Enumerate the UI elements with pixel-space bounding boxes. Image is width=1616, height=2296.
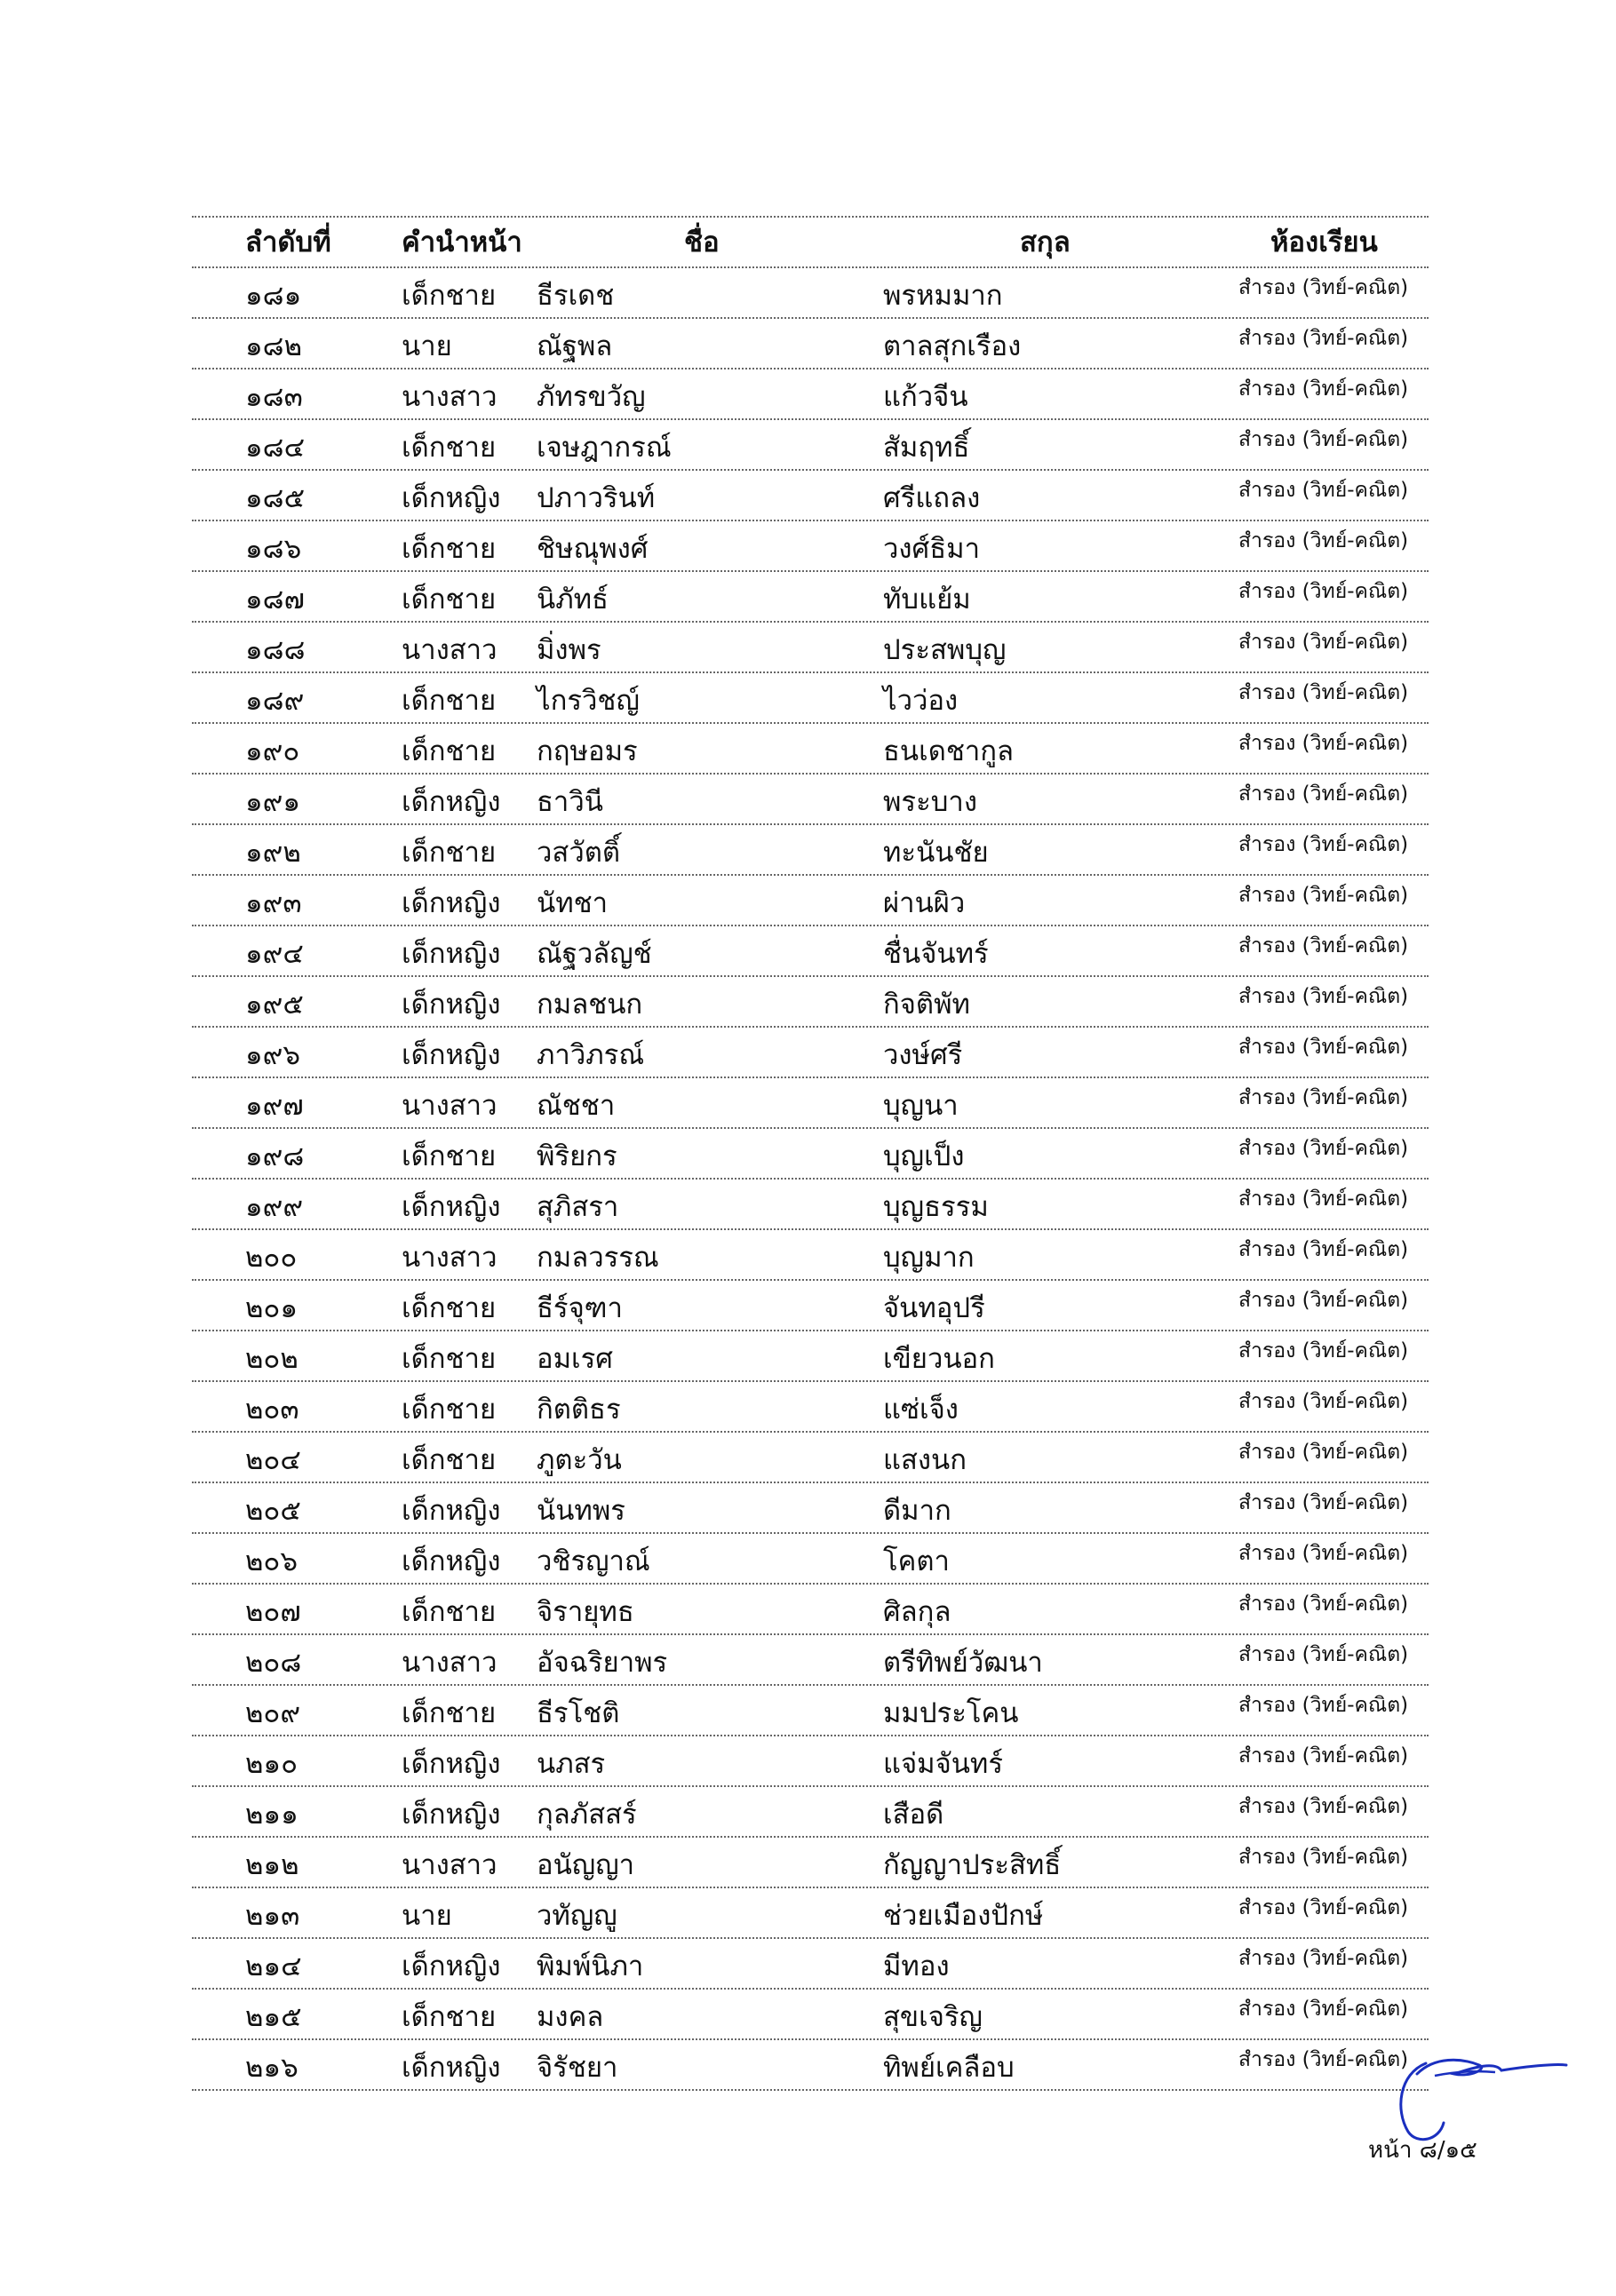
row-first-name: ไกรวิชญ์ — [537, 685, 640, 717]
row-last-name: ทับแย้ม — [883, 584, 971, 616]
row-title: นางสาว — [402, 1849, 498, 1881]
row-classroom: สำรอง (วิทย์-คณิต) — [1238, 1896, 1409, 1919]
row-first-name: จิรายุทธ — [537, 1596, 634, 1628]
row-first-name: วสวัตติ์ — [537, 837, 620, 869]
row-first-name: นันทพร — [537, 1495, 625, 1527]
row-classroom: สำรอง (วิทย์-คณิต) — [1238, 1491, 1409, 1514]
row-number: ๒๐๕ — [245, 1495, 301, 1527]
row-title: นาย — [402, 330, 452, 362]
row-classroom: สำรอง (วิทย์-คณิต) — [1238, 1542, 1409, 1565]
signature-icon — [1390, 2047, 1568, 2145]
table-row — [192, 1888, 1429, 1939]
row-number: ๑๘๙ — [245, 685, 305, 717]
table-row — [192, 471, 1429, 521]
table-row — [192, 876, 1429, 926]
table-row — [192, 775, 1429, 825]
row-last-name: ผ่านผิว — [883, 887, 966, 919]
row-first-name: กมลชนก — [537, 989, 643, 1021]
row-first-name: กุลภัสสร์ — [537, 1799, 637, 1831]
row-title: เด็กชาย — [402, 1394, 497, 1426]
row-last-name: ช่วยเมืองปักษ์ — [883, 1900, 1044, 1932]
row-first-name: มงคล — [537, 2001, 604, 2033]
row-number: ๒๑๐ — [245, 1748, 299, 1780]
row-number: ๒๐๐ — [245, 1242, 298, 1274]
row-number: ๑๘๓ — [245, 381, 303, 413]
row-title: เด็กชาย — [402, 1697, 497, 1729]
row-classroom: สำรอง (วิทย์-คณิต) — [1238, 681, 1409, 704]
row-number: ๑๙๔ — [245, 938, 304, 970]
row-first-name: จิรัชยา — [537, 2052, 618, 2084]
row-last-name: แซ่เจ็ง — [883, 1394, 959, 1426]
row-number: ๒๑๑ — [245, 1799, 299, 1831]
row-last-name: ทิพย์เคลือบ — [883, 2052, 1015, 2084]
row-title: นาย — [402, 1900, 452, 1932]
row-title: เด็กหญิง — [402, 482, 501, 514]
row-number: ๑๘๘ — [245, 634, 306, 666]
row-title: เด็กหญิง — [402, 938, 501, 970]
table-body — [192, 268, 1429, 2091]
row-classroom: สำรอง (วิทย์-คณิต) — [1238, 1441, 1409, 1464]
table-row — [192, 1331, 1429, 1382]
row-first-name: ธีรโชติ — [537, 1697, 620, 1729]
table-row — [192, 1180, 1429, 1230]
row-title: เด็กชาย — [402, 837, 497, 869]
row-title: นางสาว — [402, 634, 498, 666]
row-number: ๒๐๓ — [245, 1394, 299, 1426]
row-classroom: สำรอง (วิทย์-คณิต) — [1238, 1998, 1409, 2021]
row-last-name: ศรีแถลง — [883, 482, 981, 514]
student-table — [192, 216, 1429, 2091]
row-title: เด็กหญิง — [402, 786, 501, 818]
row-last-name: ธนเดชากูล — [883, 735, 1015, 767]
row-classroom: สำรอง (วิทย์-คณิต) — [1238, 631, 1409, 654]
table-row — [192, 1686, 1429, 1736]
row-first-name: อมเรศ — [537, 1343, 613, 1375]
row-classroom: สำรอง (วิทย์-คณิต) — [1238, 1188, 1409, 1211]
row-last-name: โคตา — [883, 1545, 950, 1577]
row-title: เด็กหญิง — [402, 1545, 501, 1577]
table-row — [192, 1129, 1429, 1180]
header-last-name: สกุล — [1020, 226, 1071, 258]
table-row — [192, 1230, 1429, 1281]
row-first-name: ปภาวรินท์ — [537, 482, 656, 514]
row-classroom: สำรอง (วิทย์-คณิต) — [1238, 1086, 1409, 1109]
table-row — [192, 926, 1429, 977]
row-title: เด็กหญิง — [402, 2052, 501, 2084]
table-row — [192, 572, 1429, 623]
row-title: เด็กหญิง — [402, 1039, 501, 1071]
row-number: ๑๘๑ — [245, 280, 302, 312]
row-first-name: ณัฐพล — [537, 330, 613, 362]
row-title: เด็กชาย — [402, 1140, 497, 1172]
row-classroom: สำรอง (วิทย์-คณิต) — [1238, 1036, 1409, 1059]
row-number: ๑๙๗ — [245, 1090, 304, 1122]
row-classroom: สำรอง (วิทย์-คณิต) — [1238, 1846, 1409, 1869]
row-last-name: วงศ์ธิมา — [883, 533, 980, 565]
row-first-name: ภัทรขวัญ — [537, 381, 646, 413]
row-last-name: ตาลสุกเรือง — [883, 330, 1022, 362]
row-title: เด็กหญิง — [402, 1799, 501, 1831]
row-classroom: สำรอง (วิทย์-คณิต) — [1238, 1795, 1409, 1818]
row-title: เด็กชาย — [402, 735, 497, 767]
row-classroom: สำรอง (วิทย์-คณิต) — [1238, 1744, 1409, 1768]
row-last-name: แจ่มจันทร์ — [883, 1748, 1004, 1780]
row-first-name: มิ่งพร — [537, 634, 601, 666]
row-classroom: สำรอง (วิทย์-คณิต) — [1238, 884, 1409, 907]
row-classroom: สำรอง (วิทย์-คณิต) — [1238, 1339, 1409, 1363]
row-last-name: แก้วจีน — [883, 381, 968, 413]
row-last-name: วงษ์ศรี — [883, 1039, 963, 1071]
row-title: เด็กชาย — [402, 432, 497, 464]
table-row — [192, 1990, 1429, 2040]
row-first-name: อัจฉริยาพร — [537, 1647, 668, 1679]
row-number: ๒๐๗ — [245, 1596, 301, 1628]
row-classroom: สำรอง (วิทย์-คณิต) — [1238, 1238, 1409, 1261]
row-last-name: บุญมาก — [883, 1242, 975, 1274]
row-classroom: สำรอง (วิทย์-คณิต) — [1238, 1593, 1409, 1616]
row-classroom: สำรอง (วิทย์-คณิต) — [1238, 833, 1409, 856]
row-number: ๑๘๕ — [245, 482, 306, 514]
row-title: นางสาว — [402, 1090, 498, 1122]
row-classroom: สำรอง (วิทย์-คณิต) — [1238, 327, 1409, 350]
row-first-name: อนัญญา — [537, 1849, 635, 1881]
row-last-name: พรหมมาก — [883, 280, 1003, 312]
table-row — [192, 1635, 1429, 1686]
row-last-name: ชื่นจันทร์ — [883, 938, 989, 970]
row-classroom: สำรอง (วิทย์-คณิต) — [1238, 529, 1409, 552]
table-row — [192, 420, 1429, 471]
row-last-name: ทะนันชัย — [883, 837, 989, 869]
row-number: ๒๑๒ — [245, 1849, 299, 1881]
table-row — [192, 319, 1429, 369]
table-row — [192, 1281, 1429, 1331]
table-row — [192, 977, 1429, 1028]
row-title: เด็กหญิง — [402, 1191, 501, 1223]
table-row — [192, 1433, 1429, 1483]
table-row — [192, 1534, 1429, 1585]
row-title: เด็กหญิง — [402, 989, 501, 1021]
row-first-name: ณัฐวลัญช์ — [537, 938, 652, 970]
row-last-name: ไวว่อง — [883, 685, 959, 717]
row-number: ๑๙๘ — [245, 1140, 305, 1172]
row-last-name: บุญนา — [883, 1090, 959, 1122]
table-row — [192, 1382, 1429, 1433]
table-row — [192, 673, 1429, 724]
row-first-name: ชิษณุพงศ์ — [537, 533, 649, 565]
row-title: เด็กชาย — [402, 1343, 497, 1375]
row-number: ๑๙๐ — [245, 735, 300, 767]
row-number: ๒๐๙ — [245, 1697, 301, 1729]
row-first-name: วชิรญาณ์ — [537, 1545, 650, 1577]
table-row — [192, 1585, 1429, 1635]
row-title: นางสาว — [402, 1242, 498, 1274]
row-classroom: สำรอง (วิทย์-คณิต) — [1238, 428, 1409, 451]
row-first-name: นิภัทธ์ — [537, 584, 609, 616]
row-classroom: สำรอง (วิทย์-คณิต) — [1238, 276, 1409, 299]
table-row — [192, 268, 1429, 319]
row-title: เด็กชาย — [402, 584, 497, 616]
table-row — [192, 1838, 1429, 1888]
row-first-name: เจษฎากรณ์ — [537, 432, 672, 464]
row-classroom: สำรอง (วิทย์-คณิต) — [1238, 1947, 1409, 1970]
row-first-name: ธีรเดช — [537, 280, 615, 312]
row-last-name: สุขเจริญ — [883, 2001, 983, 2033]
row-last-name: ดีมาก — [883, 1495, 951, 1527]
row-number: ๒๐๒ — [245, 1343, 299, 1375]
row-title: เด็กชาย — [402, 2001, 497, 2033]
row-last-name: ประสพบุญ — [883, 634, 1007, 666]
row-last-name: บุญเป็ง — [883, 1140, 965, 1172]
row-number: ๒๑๔ — [245, 1950, 302, 1982]
row-first-name: ภูตะวัน — [537, 1444, 622, 1476]
row-title: เด็กชาย — [402, 533, 497, 565]
table-row — [192, 1939, 1429, 1990]
table-row — [192, 825, 1429, 876]
row-last-name: แสงนก — [883, 1444, 967, 1476]
row-number: ๒๐๖ — [245, 1545, 299, 1577]
row-first-name: นัทชา — [537, 887, 609, 919]
row-classroom: สำรอง (วิทย์-คณิต) — [1238, 2048, 1409, 2071]
row-classroom: สำรอง (วิทย์-คณิต) — [1238, 1289, 1409, 1312]
row-number: ๑๙๕ — [245, 989, 304, 1021]
row-number: ๒๑๕ — [245, 2001, 302, 2033]
row-number: ๑๘๗ — [245, 584, 305, 616]
table-header — [192, 218, 1429, 268]
table-row — [192, 623, 1429, 673]
row-classroom: สำรอง (วิทย์-คณิต) — [1238, 1137, 1409, 1160]
table-row — [192, 521, 1429, 572]
row-title: นางสาว — [402, 381, 498, 413]
row-number: ๒๐๑ — [245, 1292, 299, 1324]
row-last-name: บุญธรรม — [883, 1191, 989, 1223]
row-title: เด็กชาย — [402, 685, 497, 717]
row-classroom: สำรอง (วิทย์-คณิต) — [1238, 1390, 1409, 1413]
row-number: ๑๘๔ — [245, 432, 306, 464]
header-number: ลำดับที่ — [245, 226, 331, 258]
row-first-name: กฤษอมร — [537, 735, 638, 767]
row-number: ๑๙๒ — [245, 837, 301, 869]
row-first-name: พิริยกร — [537, 1140, 617, 1172]
header-first-name: ชื่อ — [684, 226, 720, 258]
row-classroom: สำรอง (วิทย์-คณิต) — [1238, 580, 1409, 603]
row-classroom: สำรอง (วิทย์-คณิต) — [1238, 1643, 1409, 1666]
row-last-name: ตรีทิพย์วัฒนา — [883, 1647, 1043, 1679]
row-number: ๑๙๖ — [245, 1039, 301, 1071]
row-classroom: สำรอง (วิทย์-คณิต) — [1238, 1694, 1409, 1717]
row-number: ๒๑๓ — [245, 1900, 300, 1932]
row-title: เด็กหญิง — [402, 1495, 501, 1527]
row-first-name: สุภิสรา — [537, 1191, 619, 1223]
row-number: ๑๙๑ — [245, 786, 301, 818]
table-row — [192, 1028, 1429, 1078]
row-first-name: นภสร — [537, 1748, 606, 1780]
row-number: ๑๙๙ — [245, 1191, 304, 1223]
row-number: ๑๙๓ — [245, 887, 302, 919]
header-classroom: ห้องเรียน — [1270, 226, 1378, 258]
row-title: เด็กชาย — [402, 1596, 497, 1628]
row-title: เด็กชาย — [402, 280, 497, 312]
row-first-name: วทัญญู — [537, 1900, 617, 1932]
row-first-name: ธาวินี — [537, 786, 603, 818]
row-classroom: สำรอง (วิทย์-คณิต) — [1238, 934, 1409, 957]
row-last-name: จันทอุปรี — [883, 1292, 985, 1324]
row-number: ๑๘๒ — [245, 330, 303, 362]
header-title: คำนำหน้า — [402, 226, 522, 258]
row-classroom: สำรอง (วิทย์-คณิต) — [1238, 732, 1409, 755]
row-number: ๒๐๘ — [245, 1647, 302, 1679]
row-first-name: ณัชชา — [537, 1090, 616, 1122]
row-first-name: พิมพ์นิภา — [537, 1950, 644, 1982]
row-classroom: สำรอง (วิทย์-คณิต) — [1238, 985, 1409, 1008]
row-title: เด็กชาย — [402, 1292, 497, 1324]
table-row — [192, 369, 1429, 420]
table-row — [192, 2040, 1429, 2091]
row-first-name: ภาวิภรณ์ — [537, 1039, 645, 1071]
table-row — [192, 1787, 1429, 1838]
row-number: ๒๐๔ — [245, 1444, 301, 1476]
row-first-name: กมลวรรณ — [537, 1242, 659, 1274]
row-classroom: สำรอง (วิทย์-คณิต) — [1238, 783, 1409, 806]
row-classroom: สำรอง (วิทย์-คณิต) — [1238, 479, 1409, 502]
row-number: ๑๘๖ — [245, 533, 302, 565]
row-last-name: กิจติพัท — [883, 989, 970, 1021]
page-number: หน้า ๘/๑๕ — [1368, 2137, 1477, 2164]
table-row — [192, 1736, 1429, 1787]
row-title: เด็กหญิง — [402, 887, 501, 919]
row-title: เด็กหญิง — [402, 1950, 501, 1982]
row-title: นางสาว — [402, 1647, 498, 1679]
row-last-name: มีทอง — [883, 1950, 950, 1982]
table-row — [192, 1483, 1429, 1534]
row-last-name: พระบาง — [883, 786, 977, 818]
row-last-name: ศิลกุล — [883, 1596, 951, 1628]
table-row — [192, 1078, 1429, 1129]
row-last-name: สัมฤทธิ์ — [883, 432, 970, 464]
row-first-name: ธีร์จุฑา — [537, 1292, 623, 1324]
row-last-name: เขียวนอก — [883, 1343, 995, 1375]
row-title: เด็กหญิง — [402, 1748, 501, 1780]
row-classroom: สำรอง (วิทย์-คณิต) — [1238, 377, 1409, 401]
row-title: เด็กชาย — [402, 1444, 497, 1476]
row-first-name: กิตติธร — [537, 1394, 621, 1426]
row-number: ๒๑๖ — [245, 2052, 299, 2084]
row-last-name: มมประโคน — [883, 1697, 1019, 1729]
row-last-name: เสือดี — [883, 1799, 944, 1831]
row-last-name: กัญญาประสิทธิ์ — [883, 1849, 1062, 1881]
table-row — [192, 724, 1429, 775]
